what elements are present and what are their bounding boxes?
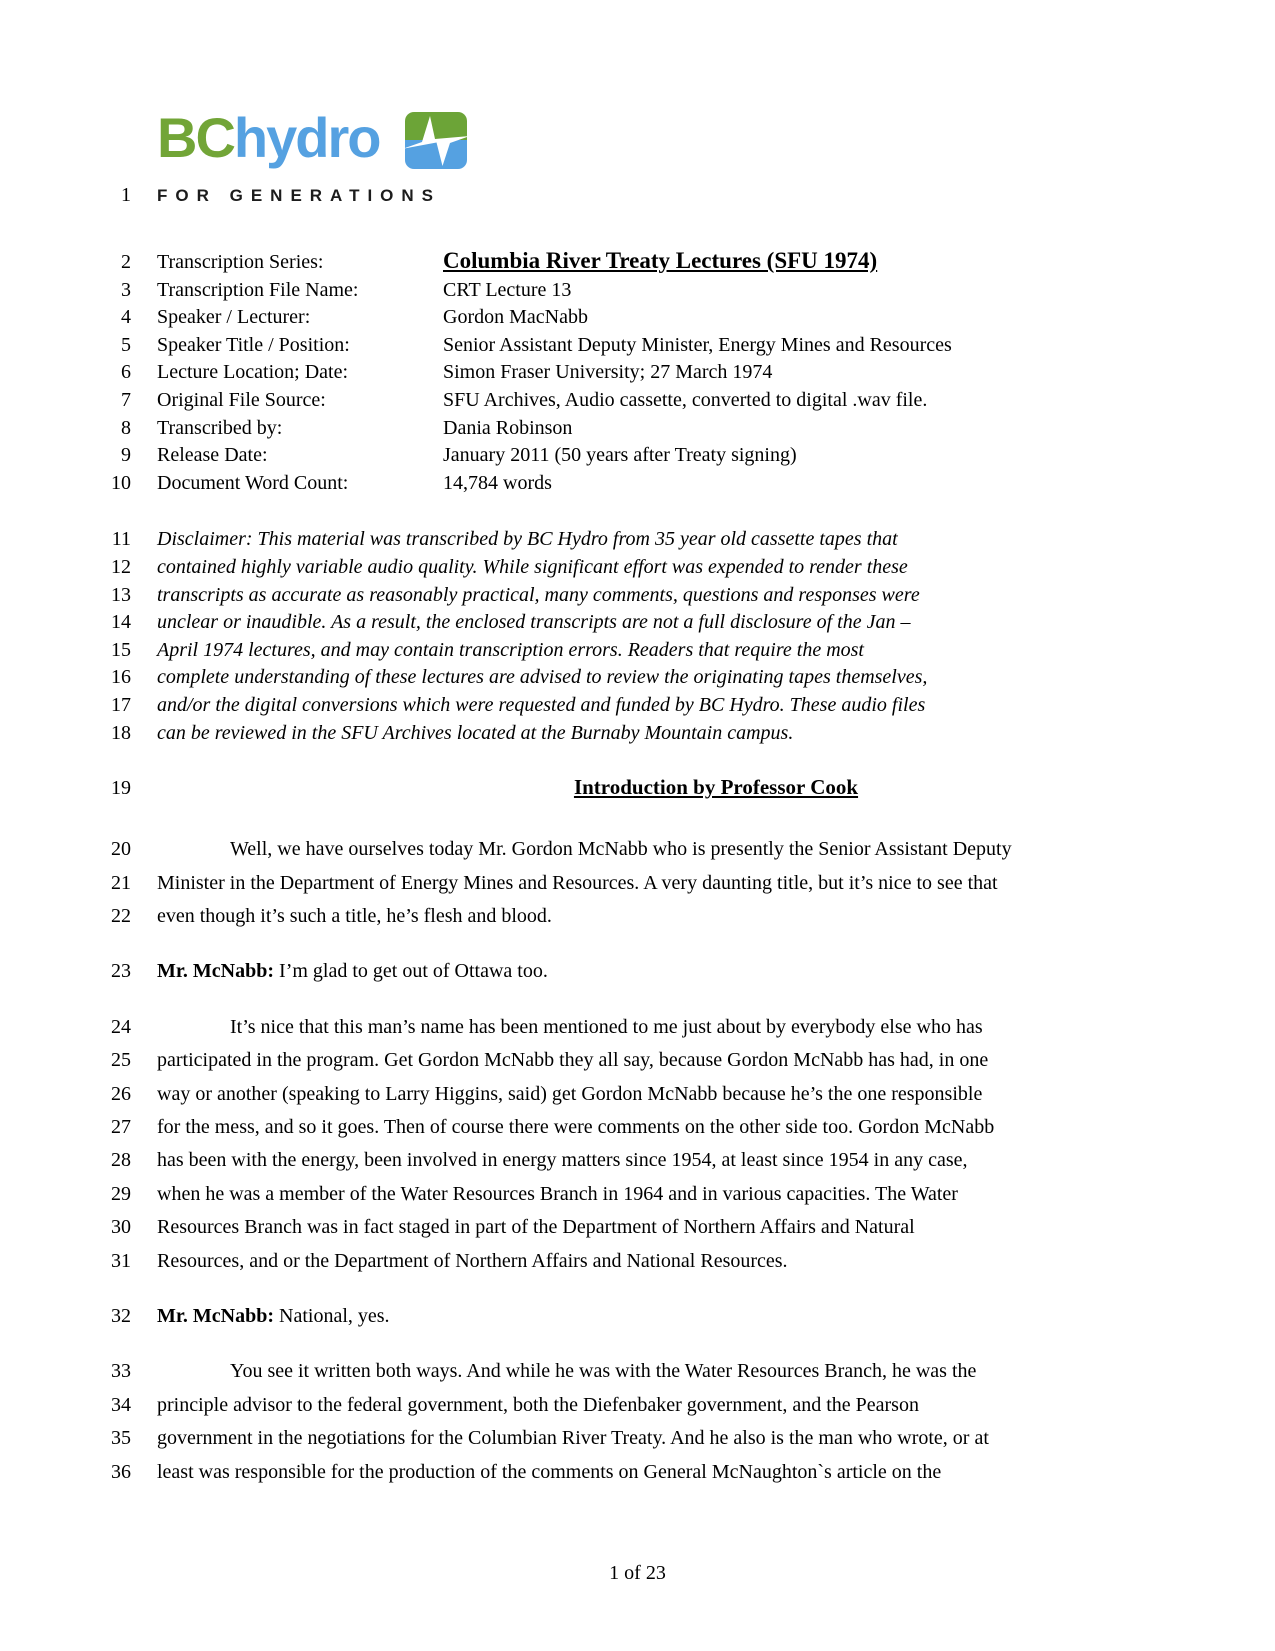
line-number: 25 xyxy=(111,1049,131,1072)
line-number: 2 xyxy=(121,251,131,273)
paragraph-text: way or another (speaking to Larry Higgins, said) get Gordon McNabb because he’s the one responsible xyxy=(157,1082,983,1105)
document-title: Columbia River Treaty Lectures (SFU 1974) xyxy=(443,248,878,273)
disclaimer-line xyxy=(0,554,1275,582)
paragraph-line xyxy=(0,1144,1275,1177)
disclaimer-text: can be reviewed in the SFU Archives located at the Burnaby Mountain campus. xyxy=(157,721,794,744)
line-number: 26 xyxy=(111,1082,131,1105)
meta-row-release-date xyxy=(0,442,1275,470)
disclaimer-line xyxy=(0,692,1275,720)
line-number: 16 xyxy=(111,666,131,689)
speaker-name: Mr. McNabb: xyxy=(157,1304,275,1327)
paragraph-text: Resources Branch was in fact staged in part of the Department of Northern Affairs and Natural xyxy=(157,1216,915,1239)
paragraph-line xyxy=(0,1300,1275,1333)
line-number: 9 xyxy=(121,444,131,467)
line-number: 23 xyxy=(111,960,131,983)
paragraph-text: has been with the energy, been involved in energy matters since 1954, at least since 1954 in any case, xyxy=(157,1149,968,1172)
disclaimer-text: April 1974 lectures, and may contain transcription errors. Readers that require the most xyxy=(157,638,864,661)
line-number: 20 xyxy=(111,838,131,861)
logo-wordmark xyxy=(157,106,380,169)
meta-label: Original File Source: xyxy=(157,388,326,411)
line-number: 11 xyxy=(111,528,131,551)
disclaimer-line xyxy=(0,526,1275,554)
logo-tagline: FOR GENERATIONS xyxy=(157,186,442,205)
paragraph-line xyxy=(0,1178,1275,1211)
meta-row-location-date xyxy=(0,359,1275,387)
paragraph-text xyxy=(157,955,548,988)
line-number: 17 xyxy=(111,693,131,716)
paragraph-line xyxy=(0,1078,1275,1111)
paragraph-text: for the mess, and so it goes. Then of course there were comments on the other side too. Gordon McNabb xyxy=(157,1115,995,1138)
paragraph-line xyxy=(0,955,1275,988)
disclaimer-text: and/or the digital conversions which were requested and funded by BC Hydro. These audio files xyxy=(157,693,926,716)
line-number: 35 xyxy=(111,1427,131,1450)
paragraph-text: Minister in the Department of Energy Mines and Resources. A very daunting title, but it’s nice to see that xyxy=(157,871,998,894)
line-number: 21 xyxy=(111,871,131,894)
line-number: 34 xyxy=(111,1393,131,1416)
line-number: 24 xyxy=(111,1015,131,1038)
line-number: 13 xyxy=(111,583,131,606)
meta-row-speaker xyxy=(0,304,1275,332)
meta-value: January 2011 (50 years after Treaty signing) xyxy=(443,444,797,467)
disclaimer-text: unclear or inaudible. As a result, the enclosed transcripts are not a full disclosure of the Jan – xyxy=(157,611,911,634)
paragraph-text: Resources, and or the Department of Northern Affairs and National Resources. xyxy=(157,1249,788,1272)
line-number: 36 xyxy=(111,1460,131,1483)
paragraph-text: even though it’s such a title, he’s flesh and blood. xyxy=(157,904,552,927)
meta-value: SFU Archives, Audio cassette, converted to digital .wav file. xyxy=(443,388,928,411)
line-number: 33 xyxy=(111,1360,131,1383)
paragraph-line xyxy=(0,1355,1275,1388)
section-heading-row xyxy=(0,773,1275,802)
line-number: 29 xyxy=(111,1182,131,1205)
disclaimer-line xyxy=(0,664,1275,692)
disclaimer-line xyxy=(0,609,1275,637)
section-heading: Introduction by Professor Cook xyxy=(573,775,859,800)
meta-row-transcribed-by xyxy=(0,415,1275,443)
paragraph-line xyxy=(0,1211,1275,1244)
disclaimer-line xyxy=(0,582,1275,610)
paragraph-text: when he was a member of the Water Resources Branch in 1964 and in various capacities. The Water xyxy=(157,1182,958,1205)
paragraph-line xyxy=(0,1044,1275,1077)
line-number: 18 xyxy=(111,721,131,744)
line-number: 31 xyxy=(111,1249,131,1272)
line-number: 28 xyxy=(111,1149,131,1172)
paragraph-line xyxy=(0,867,1275,900)
line-number: 27 xyxy=(111,1115,131,1138)
disclaimer-text: complete understanding of these lectures are advised to review the originating tapes themselves, xyxy=(157,666,928,689)
disclaimer xyxy=(0,526,1275,747)
disclaimer-line xyxy=(0,720,1275,748)
metadata-table xyxy=(0,247,1275,497)
line-number: 7 xyxy=(121,388,131,411)
meta-value: Gordon MacNabb xyxy=(443,306,588,329)
meta-label: Transcription Series: xyxy=(157,251,324,273)
bchydro-spark-icon xyxy=(405,112,467,169)
meta-label: Transcription File Name: xyxy=(157,278,359,301)
meta-value: 14,784 words xyxy=(443,471,552,494)
paragraph-line xyxy=(0,1389,1275,1422)
paragraph xyxy=(0,833,1275,933)
meta-row-series xyxy=(0,247,1275,277)
disclaimer-text: Disclaimer: This material was transcribed by BC Hydro from 35 year old cassette tapes that xyxy=(157,528,898,551)
paragraph-line xyxy=(0,1422,1275,1455)
paragraph-line xyxy=(0,1245,1275,1278)
paragraph-text: government in the negotiations for the Columbian River Treaty. And he also is the man who wrote, or at xyxy=(157,1427,989,1450)
speaker-utterance: I’m glad to get out of Ottawa too. xyxy=(274,960,548,983)
line-number: 6 xyxy=(121,361,131,384)
speaker-name: Mr. McNabb: xyxy=(157,960,275,983)
paragraph-text: It’s nice that this man’s name has been mentioned to me just about by everybody else who has xyxy=(230,1015,983,1038)
paragraph-line xyxy=(0,1456,1275,1489)
disclaimer-line xyxy=(0,637,1275,665)
paragraph-line xyxy=(0,900,1275,933)
line-number: 4 xyxy=(121,306,131,329)
line-number: 5 xyxy=(121,333,131,356)
paragraph-text: You see it written both ways. And while he was with the Water Resources Branch, he was the xyxy=(230,1360,977,1383)
line-number: 10 xyxy=(111,471,131,494)
meta-label: Lecture Location; Date: xyxy=(157,361,349,384)
paragraph-line xyxy=(0,1011,1275,1044)
bchydro-logo xyxy=(157,106,1275,172)
meta-label: Speaker Title / Position: xyxy=(157,333,350,356)
paragraph-line xyxy=(0,1111,1275,1144)
line-number: 15 xyxy=(111,638,131,661)
paragraph-text: principle advisor to the federal government, both the Diefenbaker government, and the Pearson xyxy=(157,1393,919,1416)
meta-row-speaker-title xyxy=(0,332,1275,360)
page-number-footer: 1 of 23 xyxy=(609,1562,666,1584)
meta-row-filename xyxy=(0,277,1275,305)
line-number: 19 xyxy=(111,777,131,800)
paragraph-text: participated in the program. Get Gordon McNabb they all say, because Gordon McNabb has had, in one xyxy=(157,1049,989,1072)
meta-row-file-source xyxy=(0,387,1275,415)
meta-value: CRT Lecture 13 xyxy=(443,278,572,301)
paragraph xyxy=(0,955,1275,988)
meta-value: Dania Robinson xyxy=(443,416,573,439)
meta-row-word-count xyxy=(0,470,1275,498)
line-number: 1 xyxy=(121,184,131,206)
paragraph xyxy=(0,1011,1275,1278)
logo-hydro-text: hydro xyxy=(233,106,380,169)
meta-label: Speaker / Lecturer: xyxy=(157,306,311,329)
paragraph xyxy=(0,1355,1275,1489)
paragraph xyxy=(0,1300,1275,1333)
meta-value: Senior Assistant Deputy Minister, Energy Mines and Resources xyxy=(443,333,952,356)
logo-bc-text: BC xyxy=(157,106,234,169)
line-number: 14 xyxy=(111,611,131,634)
tagline-row xyxy=(0,184,1275,207)
line-number: 22 xyxy=(111,904,131,927)
paragraph-line xyxy=(0,833,1275,866)
line-number: 30 xyxy=(111,1216,131,1239)
disclaimer-text: contained highly variable audio quality. While significant effort was expended to render these xyxy=(157,555,908,578)
line-number: 8 xyxy=(121,416,131,439)
paragraph-text: Well, we have ourselves today Mr. Gordon McNabb who is presently the Senior Assistant Deputy xyxy=(230,838,1012,861)
line-number: 32 xyxy=(111,1304,131,1327)
meta-value: Simon Fraser University; 27 March 1974 xyxy=(443,361,773,384)
paragraph-text xyxy=(157,1300,390,1333)
meta-label: Document Word Count: xyxy=(157,471,349,494)
meta-label: Transcribed by: xyxy=(157,416,283,439)
disclaimer-text: transcripts as accurate as reasonably practical, many comments, questions and responses were xyxy=(157,583,920,606)
paragraph-text: least was responsible for the production of the comments on General McNaughton`s article on the xyxy=(157,1460,942,1483)
line-number: 12 xyxy=(111,555,131,578)
meta-label: Release Date: xyxy=(157,444,268,467)
speaker-utterance: National, yes. xyxy=(274,1304,390,1327)
line-number: 3 xyxy=(121,278,131,301)
